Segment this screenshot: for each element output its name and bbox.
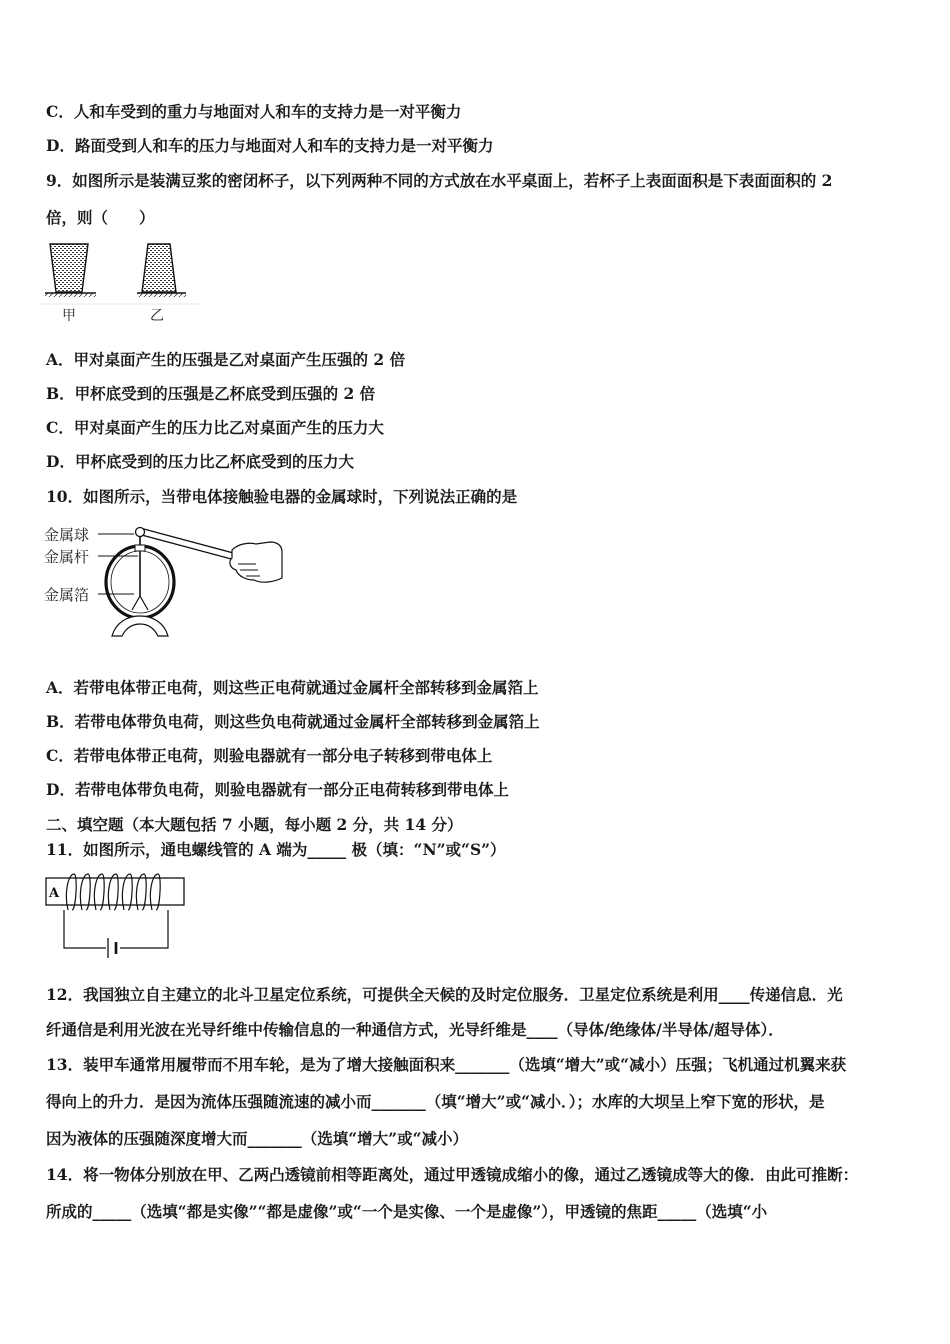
q11-solenoid-figure xyxy=(46,874,188,956)
q14-line2: 所成的_____（选填“都是实像”“都是虚像”或“一个是实像、一个是虚像”），甲透镜的焦距_____（选填“小 xyxy=(46,1202,768,1221)
charged-rod xyxy=(138,528,237,560)
battery-symbol xyxy=(108,938,116,958)
q9-option-a: A．甲对桌面产生的压强是乙对桌面产生压强的 2 倍 xyxy=(46,350,406,369)
q9-option-b: B．甲杯底受到的压强是乙杯底受到压强的 2 倍 xyxy=(46,384,376,403)
q13-line2: 得向上的升力．是因为流体压强随流速的减小而_______（填“增大”或“减小．）；水库的大坝呈上窄下宽的形状，是 xyxy=(46,1092,825,1111)
label-metal-foil: 金属箔 xyxy=(44,586,90,604)
q9-cups-figure xyxy=(40,236,200,326)
q12-line1: 12．我国独立自主建立的北斗卫星定位系统，可提供全天候的及时定位服务．卫星定位系统是利用____传递信息．光 xyxy=(46,985,843,1004)
q13-line1: 13．装甲车通常用履带而不用车轮，是为了增大接触面积来_______（选填“增大”或“减小）压强；飞机通过机翼来获 xyxy=(46,1055,847,1074)
q10-electroscope-figure xyxy=(42,518,287,643)
hand-holding-rod xyxy=(230,542,282,582)
electroscope-base xyxy=(112,616,168,636)
cup-yi xyxy=(137,244,186,297)
q10-option-c: C．若带电体带正电荷，则验电器就有一部分电子转移到带电体上 xyxy=(46,746,493,765)
cup-jia xyxy=(45,244,96,297)
solenoid-end-a-label: A xyxy=(49,886,60,901)
q10-option-b: B．若带电体带负电荷，则这些负电荷就通过金属杆全部转移到金属箔上 xyxy=(46,712,540,731)
q10-stem: 10．如图所示，当带电体接触验电器的金属球时，下列说法正确的是 xyxy=(46,487,518,506)
q9-stem-line2: 倍，则（ ） xyxy=(46,208,155,227)
metal-foils xyxy=(132,596,148,610)
q10-option-d: D．若带电体带负电荷，则验电器就有一部分正电荷转移到带电体上 xyxy=(46,780,509,799)
label-jia: 甲 xyxy=(62,308,76,324)
q9-option-c: C．甲对桌面产生的压力比乙对桌面产生的压力大 xyxy=(46,418,384,437)
section-2-title: 二、填空题（本大题包括 7 小题，每小题 2 分，共 14 分） xyxy=(46,815,463,834)
q8-option-c: C．人和车受到的重力与地面对人和车的支持力是一对平衡力 xyxy=(46,102,462,121)
q8-option-d: D．路面受到人和车的压力与地面对人和车的支持力是一对平衡力 xyxy=(46,136,494,155)
q12-line2: 纤通信是利用光波在光导纤维中传输信息的一种通信方式，光导纤维是____（导体/绝缘体/半导体/超导体）． xyxy=(46,1020,784,1039)
q9-stem-line1: 9．如图所示是装满豆浆的密闭杯子，以下列两种不同的方式放在水平桌面上，若杯子上表面面积是下表面面积的 2 xyxy=(46,171,833,190)
q13-line3: 因为液体的压强随深度增大而_______（选填“增大”或“减小） xyxy=(46,1129,468,1148)
metal-ball xyxy=(136,528,145,537)
q9-option-d: D．甲杯底受到的压力比乙杯底受到的压力大 xyxy=(46,452,354,471)
q10-option-a: A．若带电体带正电荷，则这些正电荷就通过金属杆全部转移到金属箔上 xyxy=(46,678,539,697)
q11-stem: 11．如图所示，通电螺线管的 A 端为_____ 极（填：“N”或“S”） xyxy=(46,840,506,859)
q14-line1: 14．将一物体分别放在甲、乙两凸透镜前相等距离处，通过甲透镜成缩小的像，通过乙透镜成等大的像．由此可推断： xyxy=(46,1165,859,1184)
label-metal-rod: 金属杆 xyxy=(44,548,90,566)
label-yi: 乙 xyxy=(150,308,164,324)
label-metal-ball: 金属球 xyxy=(44,526,90,544)
